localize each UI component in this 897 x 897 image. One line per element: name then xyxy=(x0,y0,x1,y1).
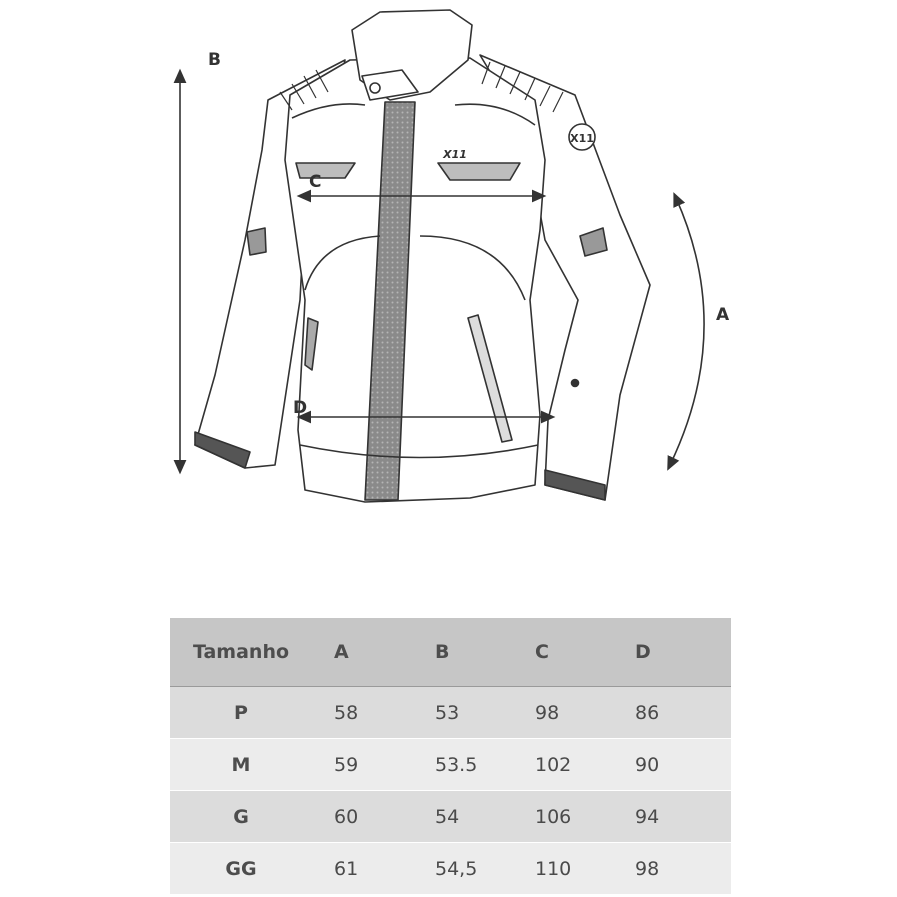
shoulder-logo-text: X11 xyxy=(570,132,594,145)
value-a: 60 xyxy=(312,791,413,843)
value-c: 102 xyxy=(513,739,613,791)
table-row xyxy=(170,739,731,791)
header-size: Tamanho xyxy=(170,618,312,687)
jacket-illustration xyxy=(195,10,650,502)
value-d: 98 xyxy=(613,843,731,895)
label-c: C xyxy=(309,172,322,192)
size-cell: M xyxy=(170,739,312,791)
label-a: A xyxy=(716,305,730,325)
size-cell: GG xyxy=(170,843,312,895)
value-d: 86 xyxy=(613,687,731,739)
size-table xyxy=(170,618,731,895)
value-c: 110 xyxy=(513,843,613,895)
value-c: 98 xyxy=(513,687,613,739)
value-a: 58 xyxy=(312,687,413,739)
value-c: 106 xyxy=(513,791,613,843)
value-a: 59 xyxy=(312,739,413,791)
value-a: 61 xyxy=(312,843,413,895)
table-row xyxy=(170,843,731,895)
collar-snap xyxy=(370,83,380,93)
value-b: 54,5 xyxy=(413,843,513,895)
left-chest-vent xyxy=(296,163,355,178)
value-b: 53.5 xyxy=(413,739,513,791)
size-cell: P xyxy=(170,687,312,739)
label-b: B xyxy=(208,50,221,70)
header-d: D xyxy=(613,618,731,687)
left-arm-tab xyxy=(247,228,266,255)
value-b: 54 xyxy=(413,791,513,843)
table-header-row xyxy=(170,618,731,687)
value-b: 53 xyxy=(413,687,513,739)
label-d: D xyxy=(293,398,308,418)
table-row xyxy=(170,791,731,843)
dimension-a-arrow xyxy=(670,198,704,465)
right-chest-vent xyxy=(438,163,520,180)
table-row xyxy=(170,687,731,739)
chest-logo-text: X11 xyxy=(443,148,467,161)
header-a: A xyxy=(312,618,413,687)
value-d: 94 xyxy=(613,791,731,843)
header-c: C xyxy=(513,618,613,687)
sleeve-snap xyxy=(572,380,579,387)
size-cell: G xyxy=(170,791,312,843)
header-b: B xyxy=(413,618,513,687)
value-d: 90 xyxy=(613,739,731,791)
